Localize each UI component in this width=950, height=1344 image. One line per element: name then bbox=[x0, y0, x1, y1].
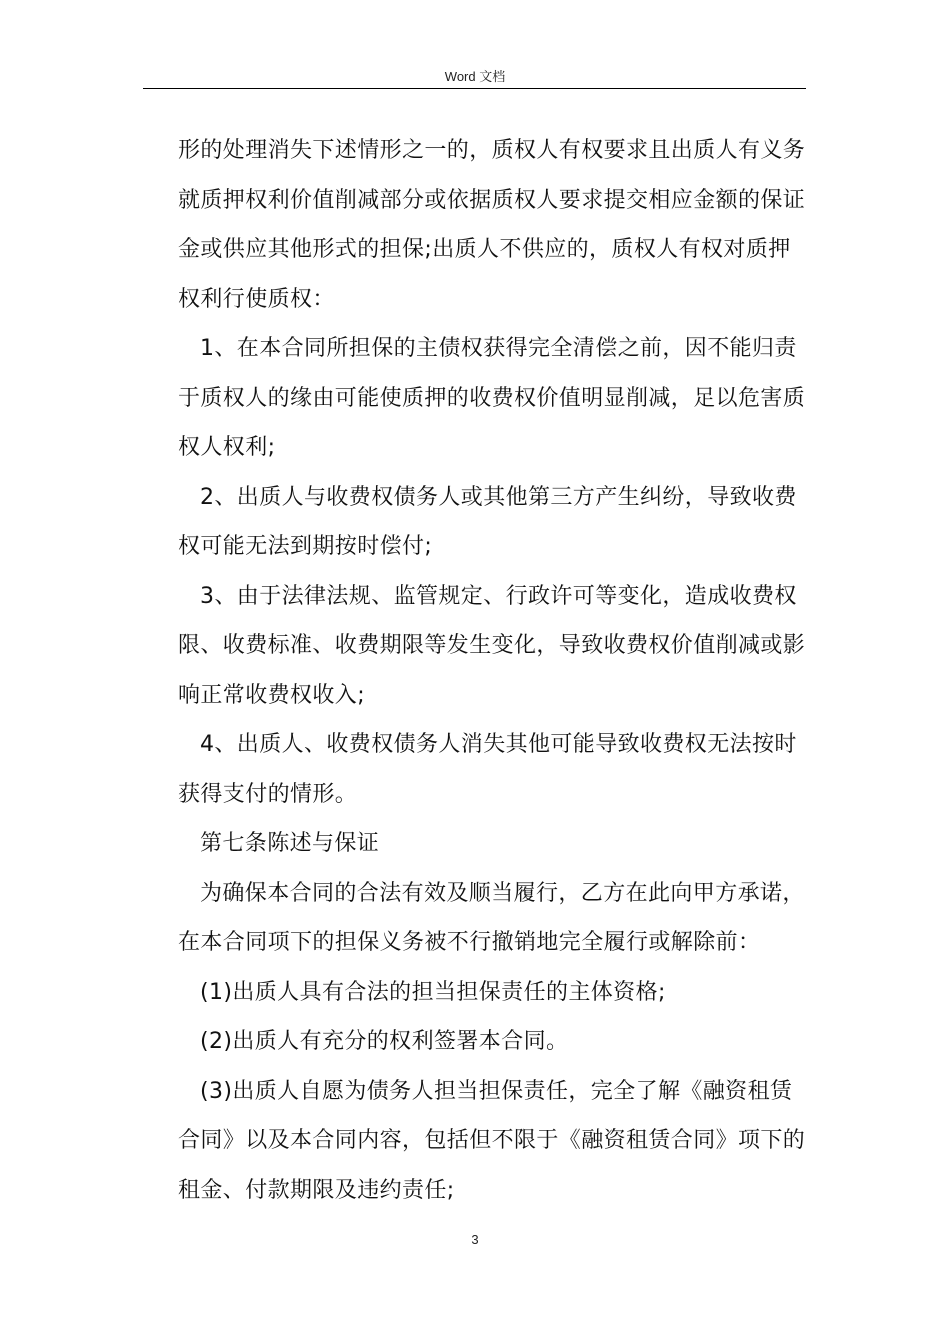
clause-3: (3)出质人自愿为债务人担当担保责任，完全了解《融资租赁合同》以及本合同内容，包括但不限于《融资租赁合同》项下的租金、付款期限及违约责任; bbox=[178, 1078, 806, 1203]
paragraph-item-2: 2、出质人与收费权债务人或其他第三方产生纠纷，导致收费权可能无法到期按时偿付; bbox=[178, 484, 797, 559]
paragraph-commitment-intro: 为确保本合同的合法有效及顺当履行，乙方在此向甲方承诺，在本合同项下的担保义务被不行撤销地完全履行或解除前： bbox=[178, 880, 805, 955]
paragraph-item-3: 3、由于法律法规、监管规定、行政许可等变化，造成收费权限、收费标准、收费期限等发生变化，导致收费权价值削减或影响正常收费权收入; bbox=[178, 583, 806, 708]
clause-2: (2)出质人有充分的权利签署本合同。 bbox=[200, 1029, 569, 1054]
page-number: 3 bbox=[471, 1232, 479, 1247]
paragraph-item-4: 4、出质人、收费权债务人消失其他可能导致收费权无法按时获得支付的情形。 bbox=[178, 732, 797, 807]
paragraph-item-1: 1、在本合同所担保的主债权获得完全清偿之前，因不能归责于质权人的缘由可能使质押的收费权价值明显削减，足以危害质权人权利; bbox=[178, 336, 806, 460]
section-heading-article-7: 第七条陈述与保证 bbox=[200, 831, 380, 856]
clause-1: (1)出质人具有合法的担当担保责任的主体资格; bbox=[200, 979, 666, 1005]
header-divider bbox=[143, 88, 806, 89]
document-header-title: Word 文档 bbox=[444, 69, 506, 84]
paragraph-continuation: 形的处理消失下述情形之一的，质权人有权要求且出质人有义务就质押权利价值削减部分或依据质权人要求提交相应金额的保证金或供应其他形式的担保;出质人不供应的，质权人有权对质押权利行使质权： bbox=[178, 138, 806, 312]
document-body bbox=[178, 126, 806, 1215]
